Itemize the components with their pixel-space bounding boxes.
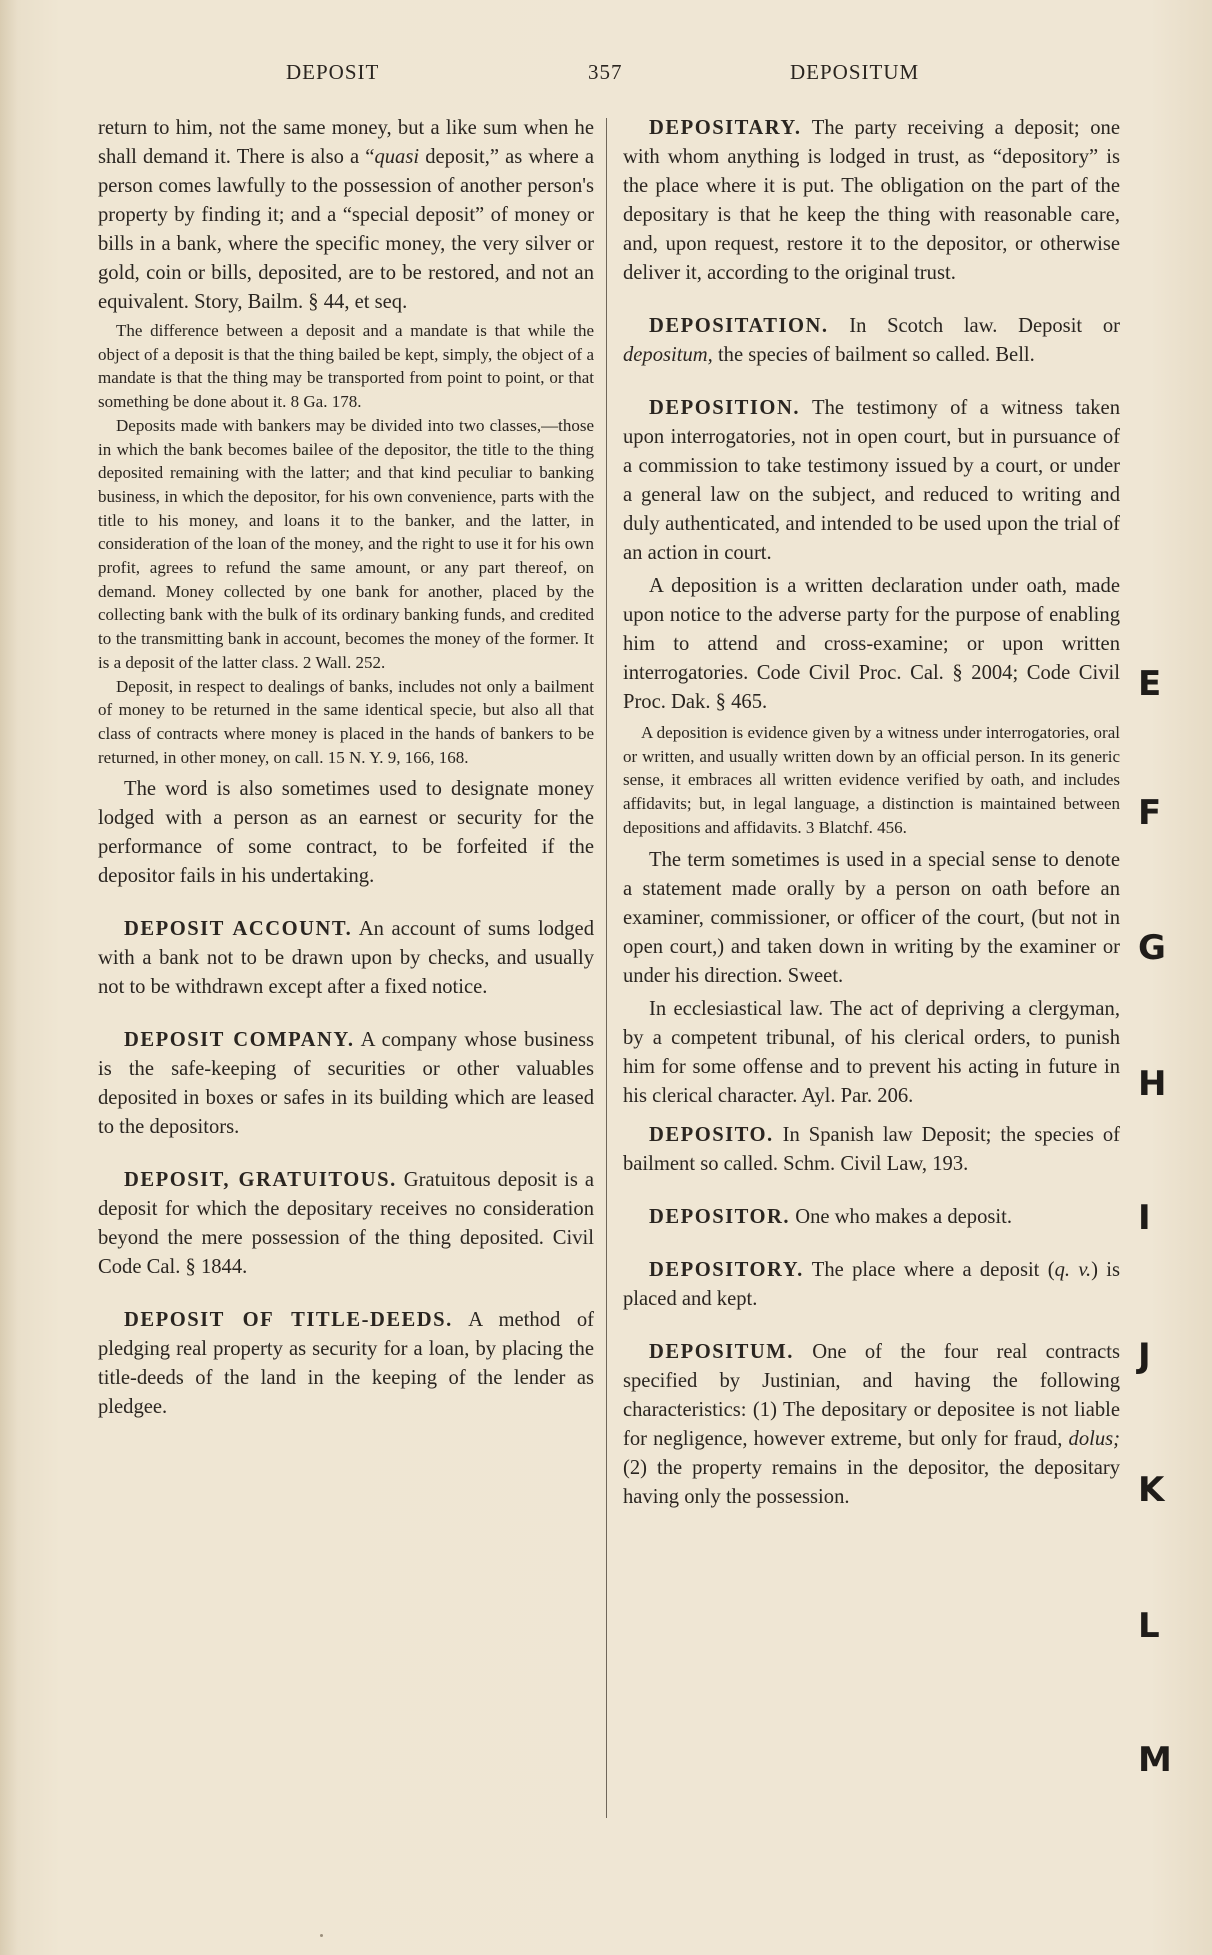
entry-deposit-company [98,1026,594,1142]
italic-term: q. v. [1054,1258,1092,1281]
headword: DEPOSIT OF TITLE-DEEDS. [124,1309,453,1332]
definition-text: One of the four real contracts specified by Justinian, and having the following characteristics: (1) The depositary or depositee is not liable for negligence, however extreme, but only for fraud, [623,1340,1120,1450]
paper-speck [320,1934,323,1937]
definition-text: The testimony of a witness taken upon interrogatories, not in open court, but in pursuance of a commission to take testimony issued by a court, or under a general law on the subject, and reduced to writing and duly authenticated, and intended to be used upon the trial of an action in court. [623,397,1120,564]
thumb-index-letter[interactable]: K [1138,1470,1165,1510]
thumb-index-letter[interactable]: J [1138,1336,1151,1376]
left-column [98,114,594,1422]
entry-deposito [623,1121,1120,1179]
header-left-guide-word: DEPOSIT [286,60,380,84]
thumb-index-letter[interactable]: L [1138,1606,1160,1646]
definition-text: Gratuitous deposit is a deposit for which the depositary receives no consideration beyond the mere possession of the thing deposited. Civil Code Cal. § 1844. [98,1169,594,1279]
page-number: 357 [588,60,623,84]
definition-text: In Spanish law Deposit; the species of bailment so called. Schm. Civil Law, 193. [623,1123,1120,1175]
entry-depositum [623,1338,1120,1512]
body-paragraph: A deposition is a written declaration under oath, made upon notice to the adverse party for the purpose of enabling him to attend and cross-examine; or upon written interrogatories. Code Civil Proc. Cal. § 2004; Code Civil Proc. Dak. § 465. [623,575,1120,713]
headword: DEPOSITO. [649,1123,774,1146]
definition-text: The party receiving a deposit; one with whom anything is lodged in trust, as “depository” is the place where it is put. The obligation on the part of the depositary is that he keep the thing with reasonable care, and, upon request, restore it to the depositor, or otherwise deliver it, according to the original trust. [623,117,1120,284]
definition-text: One who makes a deposit. [790,1205,1012,1228]
entry-depositation [623,312,1120,370]
headword: DEPOSITORY. [649,1258,804,1281]
entry-depositor [623,1203,1120,1232]
headword: DEPOSITION. [649,397,800,419]
continued-paragraph [98,114,594,317]
italic-term: dolus; [1068,1427,1120,1450]
headword: DEPOSITOR. [649,1205,791,1228]
running-header [0,60,1212,96]
italic-term: depositum, [623,344,713,366]
note-paragraph: The difference between a deposit and a mandate is that while the object of a deposit is that the thing bailed be kept, simply, the object of a mandate is that the thing may be transported from point to point, or that something be done about it. 8 Ga. 178. [98,321,594,412]
body-paragraph: The word is also sometimes used to designate money lodged with a person as an earnest or security for the performance of some contract, to be forfeited if the depositor fails in his undertaking. [98,778,594,888]
definition-text: The place where a deposit ( [803,1258,1055,1281]
headword: DEPOSITUM. [649,1340,794,1363]
definition-text: A method of pledging real property as security for a loan, by placing the title-deeds of the land in the keeping of the lender as pledgee. [98,1309,594,1419]
definition-text: (2) the property remains in the depositor, the depositary having only the possession. [623,1456,1120,1508]
entry-depository [623,1256,1120,1314]
body-paragraph: In ecclesiastical law. The act of depriving a clergyman, by a competent tribunal, of his clerical orders, to punish him for some offense and to prevent his acting in future in his clerical character. Ayl. Par. 206. [623,997,1120,1107]
thumb-index-letter[interactable]: E [1138,664,1162,704]
entry-depositary [623,114,1120,288]
entry-deposit-of-title-deeds [98,1306,594,1422]
body-paragraph: The term sometimes is used in a special sense to denote a statement made orally by a person on oath before an examiner, commissioner, or officer of the court, (but not in open court,) and taken down in writing by the examiner or under his direction. Sweet. [623,848,1120,987]
thumb-index-letter[interactable]: H [1138,1064,1167,1104]
text-run: deposit,” as where a person comes lawfully to the possession of another person's property by finding it; and a “special deposit” of money or bills in a bank, where the specific money, the very silver or gold, coin or bills, deposited, are to be restored, and not an equivalent. Story, Bailm. § 44, et seq. [98,146,594,313]
definition-text: In Scotch law. Deposit or [828,315,1120,337]
column-divider [606,118,607,1818]
headword: DEPOSIT COMPANY. [124,1029,355,1052]
text-run: return to him, not the same money, but a like sum when he shall demand it. There is also a “ [98,117,594,168]
note-paragraph: Deposit, in respect to dealings of banks, includes not only a bailment of money to be returned in the same identical specie, but also all that class of contracts where money is placed in the hands of bankers to be returned, in other money, on call. 15 N. Y. 9, 166, 168. [98,676,594,767]
note-paragraph: A deposition is evidence given by a witness under interrogatories, oral or written, and usually written down by an official person. In its generic sense, it embraces all written evidence verified by oath, and includes affidavits; but, in legal language, a distinction is maintained between depositions and affidavits. 3 Blatchf. 456. [623,723,1120,837]
note-paragraph: Deposits made with bankers may be divided into two classes,—those in which the bank becomes bailee of the depositor, the title to the thing deposited remaining with the latter; and that kind peculiar to banking business, in which the depositor, for his own convenience, parts with the title to his money, and loans it to the banker, and the latter, in consideration of the loan of the money, and the right to use it for his own profit, agrees to refund the same amount, or any part thereof, on demand. Money collected by one bank for another, placed by the collecting bank with the bulk of its ordinary banking funds, and credited to the transmitting bank in account, becomes the money of the former. It is a deposit of the latter class. 2 Wall. 252. [98,415,594,672]
thumb-index-letter[interactable]: G [1138,928,1166,968]
entry-deposit-gratuitous [98,1166,594,1282]
thumb-index-letter[interactable]: M [1138,1740,1172,1780]
thumb-index-letter[interactable]: I [1138,1198,1151,1238]
definition-text: the species of bailment so called. Bell. [712,344,1035,366]
headword: DEPOSITARY. [649,117,802,139]
headword: DEPOSITATION. [649,315,829,337]
entry-deposition [623,394,1120,568]
italic-term: quasi [374,146,420,168]
headword: DEPOSIT, GRATUITOUS. [124,1169,397,1192]
thumb-index-letter[interactable]: F [1138,793,1162,833]
entry-deposit-account [98,915,594,1002]
definition-text: ) is placed and kept. [623,1258,1120,1310]
right-column [623,114,1120,1512]
headword: DEPOSIT ACCOUNT. [124,918,353,941]
header-right-guide-word: DEPOSITUM [790,60,920,84]
definition-text: An account of sums lodged with a bank not to be drawn upon by checks, and usually not to be withdrawn except after a fixed notice. [98,918,594,999]
definition-text: A company whose business is the safe-keeping of securities or other valuables deposited in boxes or safes in its building which are leased to the depositors. [98,1029,594,1139]
